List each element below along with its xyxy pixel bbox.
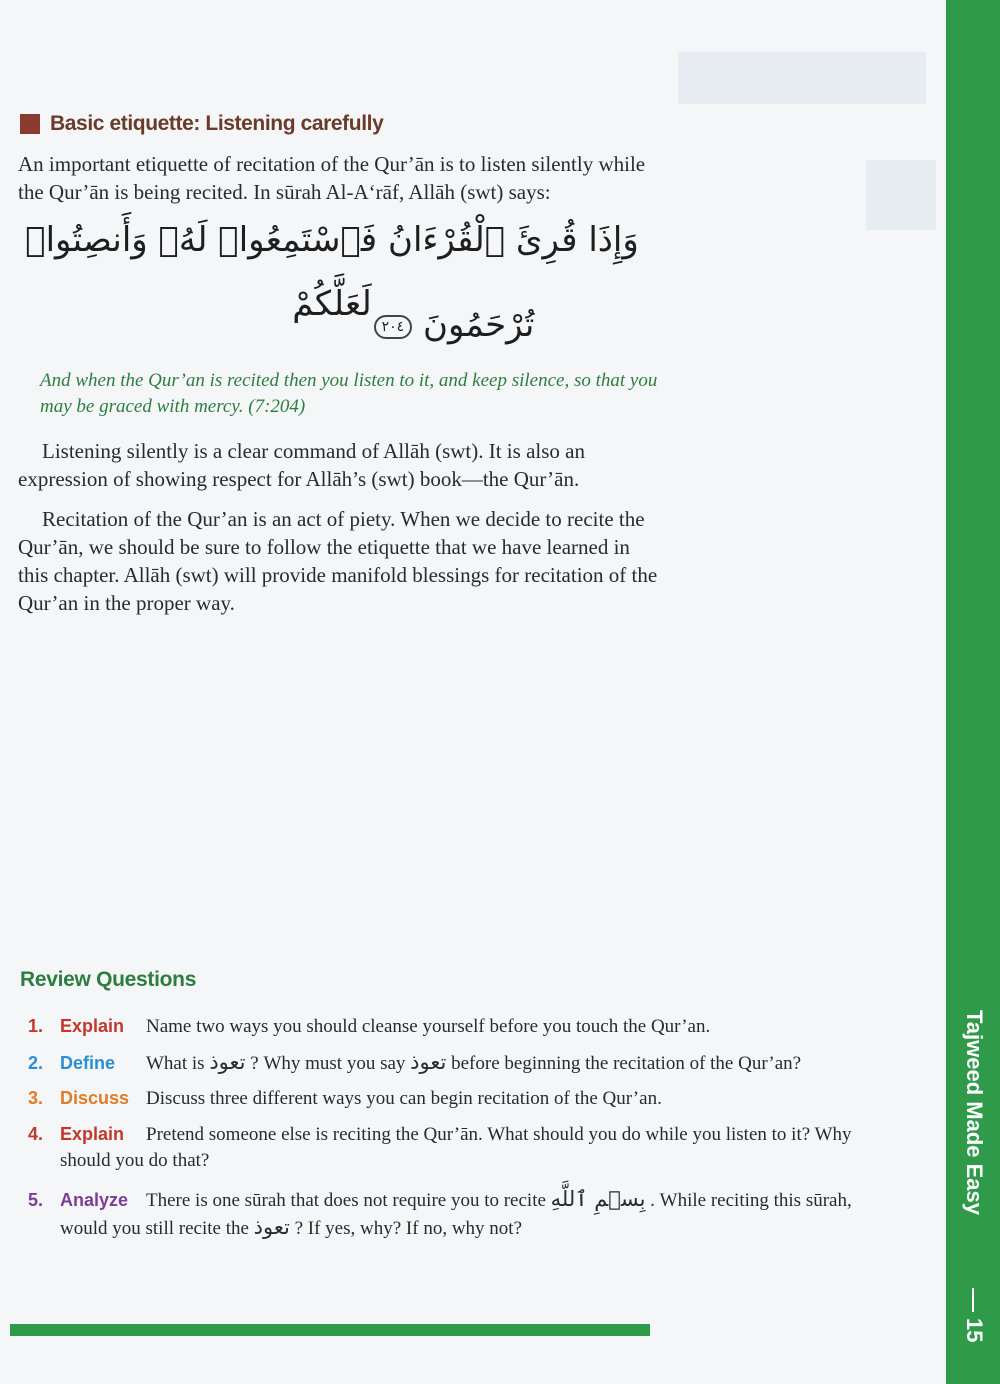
bottom-green-rule bbox=[10, 1324, 650, 1336]
side-separator bbox=[972, 1288, 974, 1312]
question-text-continued: should you do that? bbox=[60, 1150, 210, 1171]
review-questions-heading: Review Questions bbox=[20, 968, 197, 991]
question-number: 4. bbox=[28, 1124, 44, 1144]
question-verb: Explain bbox=[60, 1016, 125, 1036]
question-3 bbox=[28, 1085, 928, 1112]
book-title: Tajweed Made Easy bbox=[962, 1010, 987, 1216]
question-text: . While reciting this sūrah, bbox=[645, 1190, 852, 1211]
show-through-title-box bbox=[866, 160, 936, 230]
question-text: Name two ways you should cleanse yourself before you touch the Qur’an. bbox=[146, 1016, 711, 1037]
question-number: 5. bbox=[28, 1190, 44, 1210]
paragraph-2: Listening silently is a clear command of Allāh (swt). It is also an expression of showing respect for Allāh’s (swt) book—the Qur’ān. bbox=[18, 439, 585, 491]
question-text: There is one sūrah that does not require you to recite bbox=[146, 1190, 551, 1211]
question-text: Pretend someone else is reciting the Qur’ān. What should you do while you listen to it? Why bbox=[146, 1124, 852, 1145]
section-heading bbox=[20, 108, 383, 140]
ayah-number-marker: ٢٠٤ bbox=[374, 315, 413, 339]
quran-verse-word: تُرْحَمُونَ bbox=[422, 305, 535, 345]
question-5 bbox=[28, 1186, 928, 1242]
section-heading-text: Basic etiquette: Listening carefully bbox=[50, 112, 384, 135]
question-number: 1. bbox=[28, 1016, 44, 1036]
question-verb: Discuss bbox=[60, 1088, 130, 1108]
question-2 bbox=[28, 1049, 928, 1077]
quran-verse-line-2 bbox=[340, 300, 560, 350]
question-verb: Define bbox=[60, 1053, 116, 1073]
question-text: ? If yes, why? If no, why not? bbox=[289, 1218, 522, 1239]
question-verb: Analyze bbox=[60, 1190, 129, 1210]
question-text: ? Why must you say bbox=[245, 1053, 411, 1074]
question-1 bbox=[28, 1013, 928, 1040]
paragraph-3: Recitation of the Qur’an is an act of piety. When we decide to recite the Qur’ān, we should be sure to follow the etiquette that we have learned in this chapter. Allāh (swt) will provide manifold blessings for recitation of the Qur’an in the proper way. bbox=[18, 507, 658, 615]
question-text: Discuss three different ways you can begin recitation of the Qur’an. bbox=[146, 1088, 662, 1109]
intro-paragraph: An important etiquette of recitation of the Qur’ān is to listen silently while the Qur’ān is being recited. In sūrah Al-A‘rāf, Allāh (swt) says: bbox=[18, 152, 646, 204]
arabic-term: تعوذ bbox=[253, 1215, 290, 1239]
question-number: 2. bbox=[28, 1053, 44, 1073]
question-4 bbox=[28, 1121, 928, 1174]
show-through-chapter-tab bbox=[678, 52, 926, 104]
question-text: before beginning the recitation of the Qur’an? bbox=[446, 1053, 802, 1074]
question-text: would you still recite the bbox=[60, 1218, 254, 1239]
question-text-continued bbox=[28, 1214, 928, 1242]
page-number: 15 bbox=[962, 1318, 987, 1343]
side-band bbox=[946, 0, 1000, 1384]
arabic-term: تعوذ bbox=[209, 1050, 246, 1074]
arabic-term: تعوذ bbox=[410, 1050, 447, 1074]
heading-square-bullet bbox=[20, 114, 40, 134]
quran-verse-line-1: وَإِذَا قُرِئَ ٱلْقُرْءَانُ فَٱسْتَمِعُوا۟ لَهُۥ وَأَنصِتُوا۟ لَعَلَّكُمْ bbox=[25, 220, 639, 324]
question-verb: Explain bbox=[60, 1124, 125, 1144]
question-text: What is bbox=[146, 1053, 210, 1074]
question-number: 3. bbox=[28, 1088, 44, 1108]
verse-translation: And when the Qur’an is recited then you listen to it, and keep silence, so that you may be graced with mercy. (7:204) bbox=[40, 370, 658, 417]
arabic-term: بِسۡمِ ٱللَّهِ bbox=[550, 1187, 646, 1211]
